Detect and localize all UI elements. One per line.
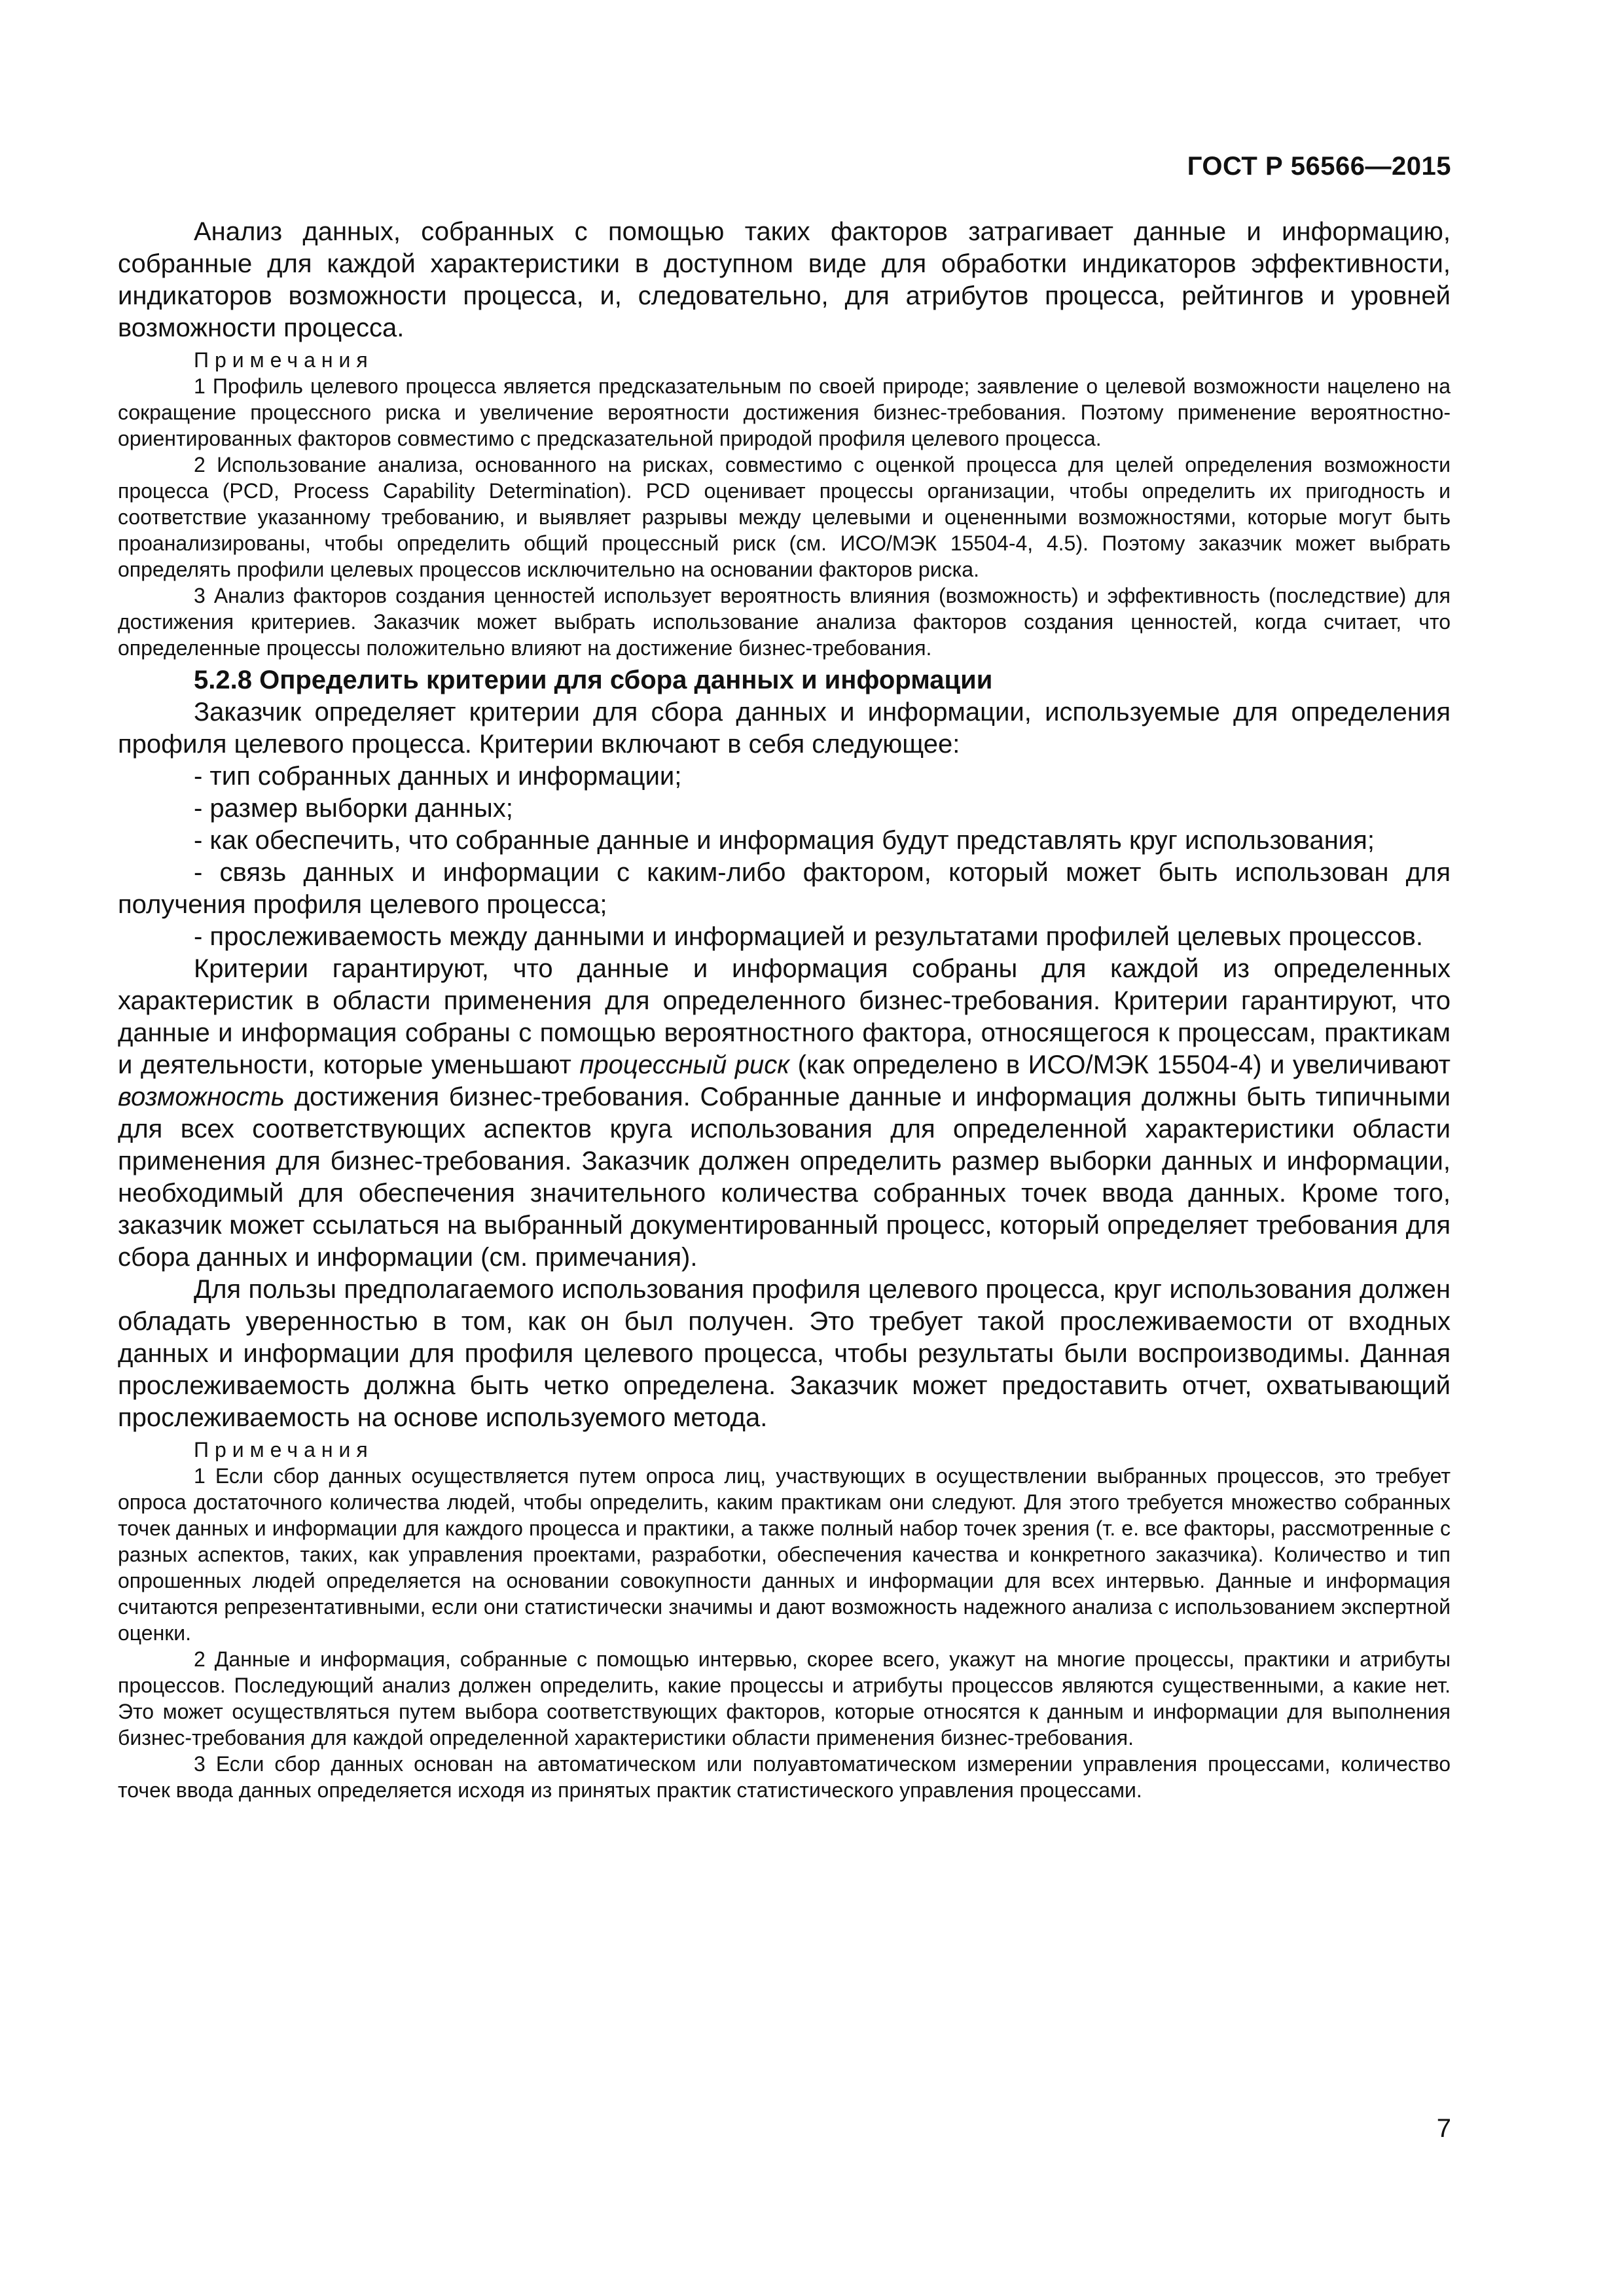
criteria-list-item: - размер выборки данных; — [194, 794, 513, 823]
emphasis-process-risk: процессный риск — [579, 1050, 790, 1079]
note-item: 3 Анализ факторов создания ценностей использует вероятность влияния (возможность) и эффективность (последствие) для достижения критериев. Заказчик может выбрать использование анализа факторов создания ценностей, когда считает, что определенные процессы положительно влияют на достижение бизнес-требования. — [118, 584, 1451, 660]
notes-title: Примечания — [194, 1438, 374, 1462]
intro-paragraph: Анализ данных, собранных с помощью таких факторов затрагивает данные и информацию, собранные для каждой характеристики в доступном виде для обработки индикаторов эффективности, индикаторов возможности процесса, и, следовательно, для атрибутов процесса, рейтингов и уровней возможности процесса. — [118, 217, 1451, 342]
section-heading: 5.2.8 Определить критерии для сбора данных и информации — [194, 666, 993, 694]
note-item: 1 Если сбор данных осуществляется путем опроса лиц, участвующих в осуществлении выбранных процессов, это требует опроса достаточного количества людей, чтобы определить, каким практикам они следуют. Для этого требуется множество собранных точек данных и информации для каждого процесса и практики, а также полный набор точек зрения (т. е. все факторы, рассмотренные с разных аспектов, таких, как управления проектами, разработки, обеспечения качества и конкретного заказчика). Количество и тип опрошенных людей определяется на основании совокупности данных и информации для всех интервью. Данные и информация считаются репрезентативными, если они статистически значимы и дают возможность надежного анализа с использованием экспертной оценки. — [118, 1464, 1451, 1645]
standard-designation: ГОСТ Р 56566—2015 — [1187, 152, 1451, 181]
note-item: 2 Данные и информация, собранные с помощью интервью, скорее всего, укажут на многие процессы, практики и атрибуты процессов. Последующий анализ должен определить, какие процессы и атрибуты процессов являются существенными, а какие нет. Это может осуществляться путем выбора соответствующих факторов, которые относятся к данным и информации для выполнения бизнес-требования для каждой определенной характеристики области применения бизнес-требования. — [118, 1647, 1451, 1749]
traceability-paragraph: Для пользы предполагаемого использования профиля целевого процесса, круг использования должен обладать уверенностью в том, как он был получен. Это требует такой прослеживаемости от входных данных и информации для профиля целевого процесса, чтобы результаты были воспроизводимы. Данная прослеживаемость должна быть четко определена. Заказчик может предоставить отчет, охватывающий прослеживаемость на основе используемого метода. — [118, 1275, 1451, 1432]
criteria-list-item: - прослеживаемость между данными и информацией и результатами профилей целевых процессов. — [194, 922, 1424, 951]
paragraph-text: (как определено в ИСО/МЭК 15504-4) и увеличивают — [789, 1050, 1451, 1079]
notes-title: Примечания — [194, 348, 374, 372]
criteria-list-item: - связь данных и информации с каким-либо фактором, который может быть использован для получения профиля целевого процесса; — [118, 858, 1451, 919]
emphasis-capability: возможность — [118, 1083, 285, 1111]
criteria-list-item: - как обеспечить, что собранные данные и информация будут представлять круг использования; — [194, 826, 1375, 855]
section-intro-paragraph: Заказчик определяет критерии для сбора данных и информации, используемые для определения профиля целевого процесса. Критерии включают в себя следующее: — [118, 698, 1451, 759]
note-item: 2 Использование анализа, основанного на рисках, совместимо с оценкой процесса для целей определения возможности процесса (PCD, Process Capability Determination). PCD оценивает процессы организации, чтобы определить их пригодность и соответствие указанному требованию, и выявляет разрывы между целевыми и оцененными возможностями, которые могут быть проанализированы, чтобы определить общий процессный риск (см. ИСО/МЭК 15504-4, 4.5). Поэтому заказчик может выбрать определять профили целевых процессов исключительно на основании факторов риска. — [118, 453, 1451, 581]
paragraph-text: Критерии гарантируют, что данные и информация собраны для каждой из определенных характеристик в области применения для определенного бизнес-требования. Критерии гарантируют, что данные и информация собраны с помощью вероятностного фактора, относящегося к процессам, практикам и деятельности, которые уменьшают — [118, 954, 1451, 1079]
page-number: 7 — [1436, 2114, 1451, 2143]
page-content — [118, 216, 1451, 1803]
criteria-guarantee-paragraph — [118, 953, 1451, 1274]
paragraph-text: достижения бизнес-требования. Собранные данные и информация должны быть типичными для всех соответствующих аспектов круга использования для определенной характеристики области применения для бизнес-требования. Заказчик должен определить размер выборки данных и информации, необходимый для обеспечения значительного количества собранных точек ввода данных. Кроме того, заказчик может ссылаться на выбранный документированный процесс, который определяет требования для сбора данных и информации (см. примечания). — [118, 1083, 1451, 1272]
criteria-list-item: - тип собранных данных и информации; — [194, 762, 682, 791]
note-item: 1 Профиль целевого процесса является предсказательным по своей природе; заявление о целевой возможности нацелено на сокращение процессного риска и увеличение вероятности достижения бизнес-требования. Поэтому применение вероятностно-ориентированных факторов совместимо с предсказательной природой профиля целевого процесса. — [118, 374, 1451, 450]
note-item: 3 Если сбор данных основан на автоматическом или полуавтоматическом измерении управления процессами, количество точек ввода данных определяется исходя из принятых практик статистического управления процессами. — [118, 1752, 1451, 1802]
